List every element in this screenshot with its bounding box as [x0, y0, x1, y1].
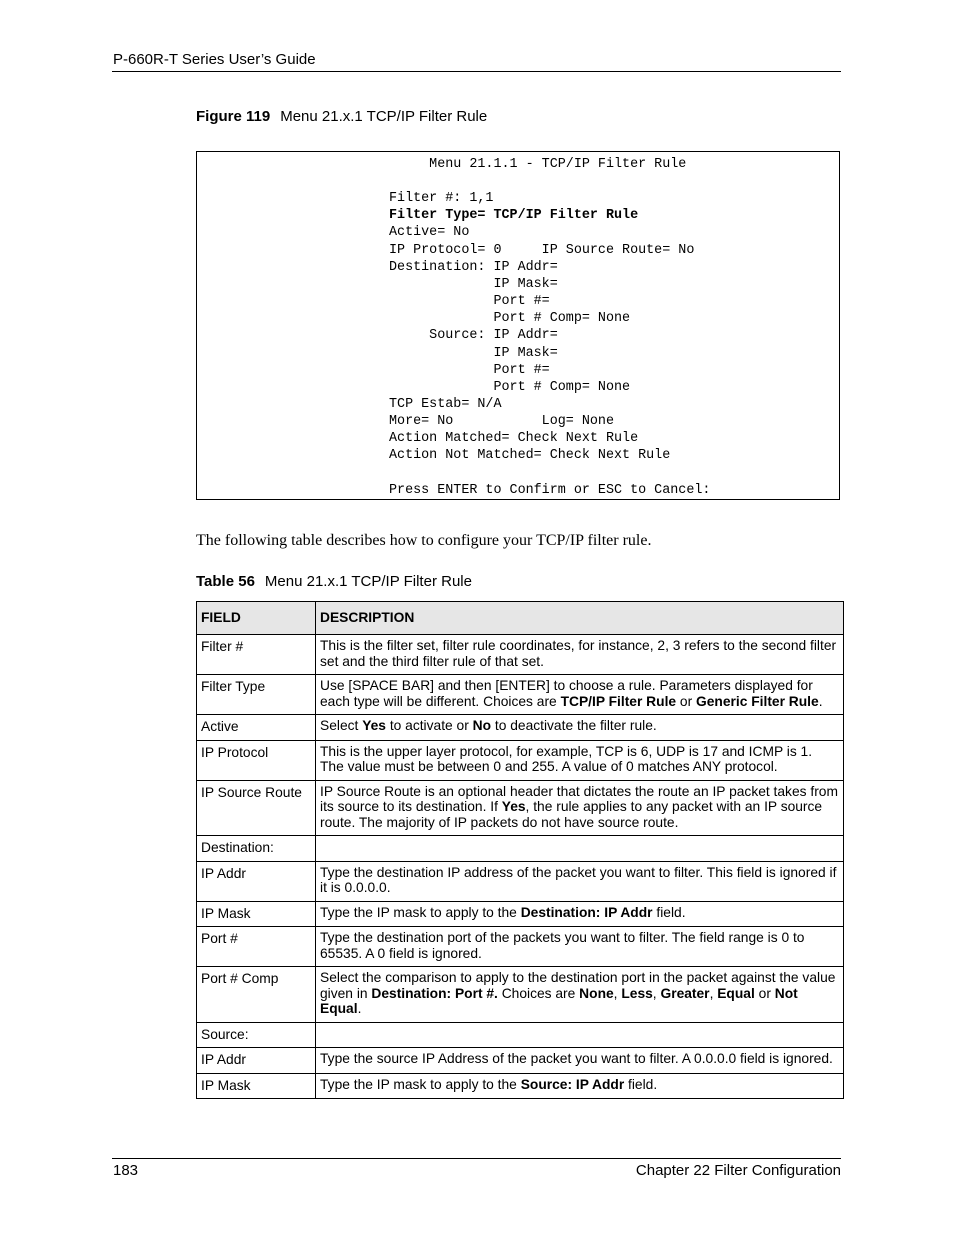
- field-cell: IP Source Route: [197, 780, 316, 836]
- field-cell: IP Mask: [197, 901, 316, 927]
- field-cell: IP Protocol: [197, 740, 316, 780]
- table-row: [197, 901, 844, 927]
- field-cell: Source:: [197, 1022, 316, 1048]
- screen-line: Menu 21.1.1 - TCP/IP Filter Rule: [389, 157, 687, 172]
- screen-line: IP Protocol= 0 IP Source Route= No: [389, 243, 695, 258]
- description-cell: Type the destination port of the packets you want to filter. The field range is 0 to 65535. A 0 field is ignored.: [316, 927, 844, 967]
- field-cell: IP Addr: [197, 1048, 316, 1074]
- screen-line: TCP Estab= N/A: [389, 397, 502, 412]
- screen-line: Active= No: [389, 225, 470, 240]
- description-cell: Select the comparison to apply to the destination port in the packet against the value given in Destination: Port #. Choices are None, Less, Greater, Equal or Not Equal.: [316, 967, 844, 1023]
- table-row: [197, 836, 844, 862]
- field-description-table: [196, 601, 844, 1099]
- field-cell: Filter #: [197, 635, 316, 675]
- description-cell: Type the IP mask to apply to the Source: IP Addr field.: [316, 1073, 844, 1099]
- table-row: [197, 1048, 844, 1074]
- screen-line: Filter #: 1,1: [389, 191, 494, 206]
- screen-line: Action Matched= Check Next Rule: [389, 431, 639, 446]
- description-cell: This is the filter set, filter rule coordinates, for instance, 2, 3 refers to the second filter set and the third filter rule of that set.: [316, 635, 844, 675]
- table-row: [197, 780, 844, 836]
- description-cell: This is the upper layer protocol, for example, TCP is 6, UDP is 17 and ICMP is 1. The value must be between 0 and 255. A value of 0 matches ANY protocol.: [316, 740, 844, 780]
- page-number: 183: [113, 1162, 139, 1179]
- figure-caption: [196, 108, 487, 125]
- table-row: [197, 927, 844, 967]
- screen-line: Filter Type= TCP/IP Filter Rule: [389, 208, 639, 223]
- terminal-screen: [196, 151, 840, 500]
- screen-line: Source: IP Addr=: [389, 328, 558, 343]
- table-label: Table 56: [196, 573, 255, 590]
- screen-line: Port # Comp= None: [389, 311, 631, 326]
- screen-line: Port #=: [389, 363, 550, 378]
- column-header-field: FIELD: [197, 602, 316, 635]
- screen-line: IP Mask=: [389, 277, 558, 292]
- table-row: [197, 635, 844, 675]
- screen-line: IP Mask=: [389, 346, 558, 361]
- header-rule: [112, 71, 841, 72]
- description-cell: Type the destination IP address of the packet you want to filter. This field is ignored if it is 0.0.0.0.: [316, 861, 844, 901]
- chapter-title: Chapter 22 Filter Configuration: [635, 1162, 841, 1179]
- screen-line: More= No Log= None: [389, 414, 614, 429]
- intro-paragraph: The following table describes how to configure your TCP/IP filter rule.: [196, 532, 652, 549]
- table-row: [197, 1022, 844, 1048]
- description-cell: Select Yes to activate or No to deactivate the filter rule.: [316, 715, 844, 741]
- description-cell: IP Source Route is an optional header that dictates the route an IP packet takes from its source to its destination. If Yes, the rule applies to any packet with an IP source route. The majority of IP packets do not have source route.: [316, 780, 844, 836]
- description-cell: Use [SPACE BAR] and then [ENTER] to choose a rule. Parameters displayed for each type will be different. Choices are TCP/IP Filter Rule or Generic Filter Rule.: [316, 675, 844, 715]
- table-row: [197, 967, 844, 1023]
- table-row: [197, 1073, 844, 1099]
- description-cell: Type the source IP Address of the packet you want to filter. A 0.0.0.0 field is ignored.: [316, 1048, 844, 1074]
- field-cell: IP Addr: [197, 861, 316, 901]
- table-row: [197, 861, 844, 901]
- table-row: [197, 675, 844, 715]
- screen-line: Destination: IP Addr=: [389, 260, 558, 275]
- field-cell: Active: [197, 715, 316, 741]
- running-header: P-660R-T Series User’s Guide: [113, 51, 316, 68]
- description-cell: [316, 836, 844, 862]
- description-cell: [316, 1022, 844, 1048]
- field-cell: Port #: [197, 927, 316, 967]
- field-cell: Port # Comp: [197, 967, 316, 1023]
- table-row: [197, 740, 844, 780]
- screen-line: Port #=: [389, 294, 550, 309]
- table-row: [197, 715, 844, 741]
- screen-line: Port # Comp= None: [389, 380, 631, 395]
- screen-line: Action Not Matched= Check Next Rule: [389, 448, 671, 463]
- screen-line: Press ENTER to Confirm or ESC to Cancel:: [389, 483, 711, 498]
- table-header-row: [197, 602, 844, 635]
- description-cell: Type the IP mask to apply to the Destination: IP Addr field.: [316, 901, 844, 927]
- figure-title: Menu 21.x.1 TCP/IP Filter Rule: [280, 108, 488, 125]
- table-caption: [196, 573, 472, 590]
- field-cell: Destination:: [197, 836, 316, 862]
- field-cell: Filter Type: [197, 675, 316, 715]
- field-cell: IP Mask: [197, 1073, 316, 1099]
- table-title: Menu 21.x.1 TCP/IP Filter Rule: [264, 573, 472, 590]
- figure-label: Figure 119: [196, 108, 271, 125]
- footer-rule: [112, 1158, 841, 1159]
- column-header-description: DESCRIPTION: [316, 602, 844, 635]
